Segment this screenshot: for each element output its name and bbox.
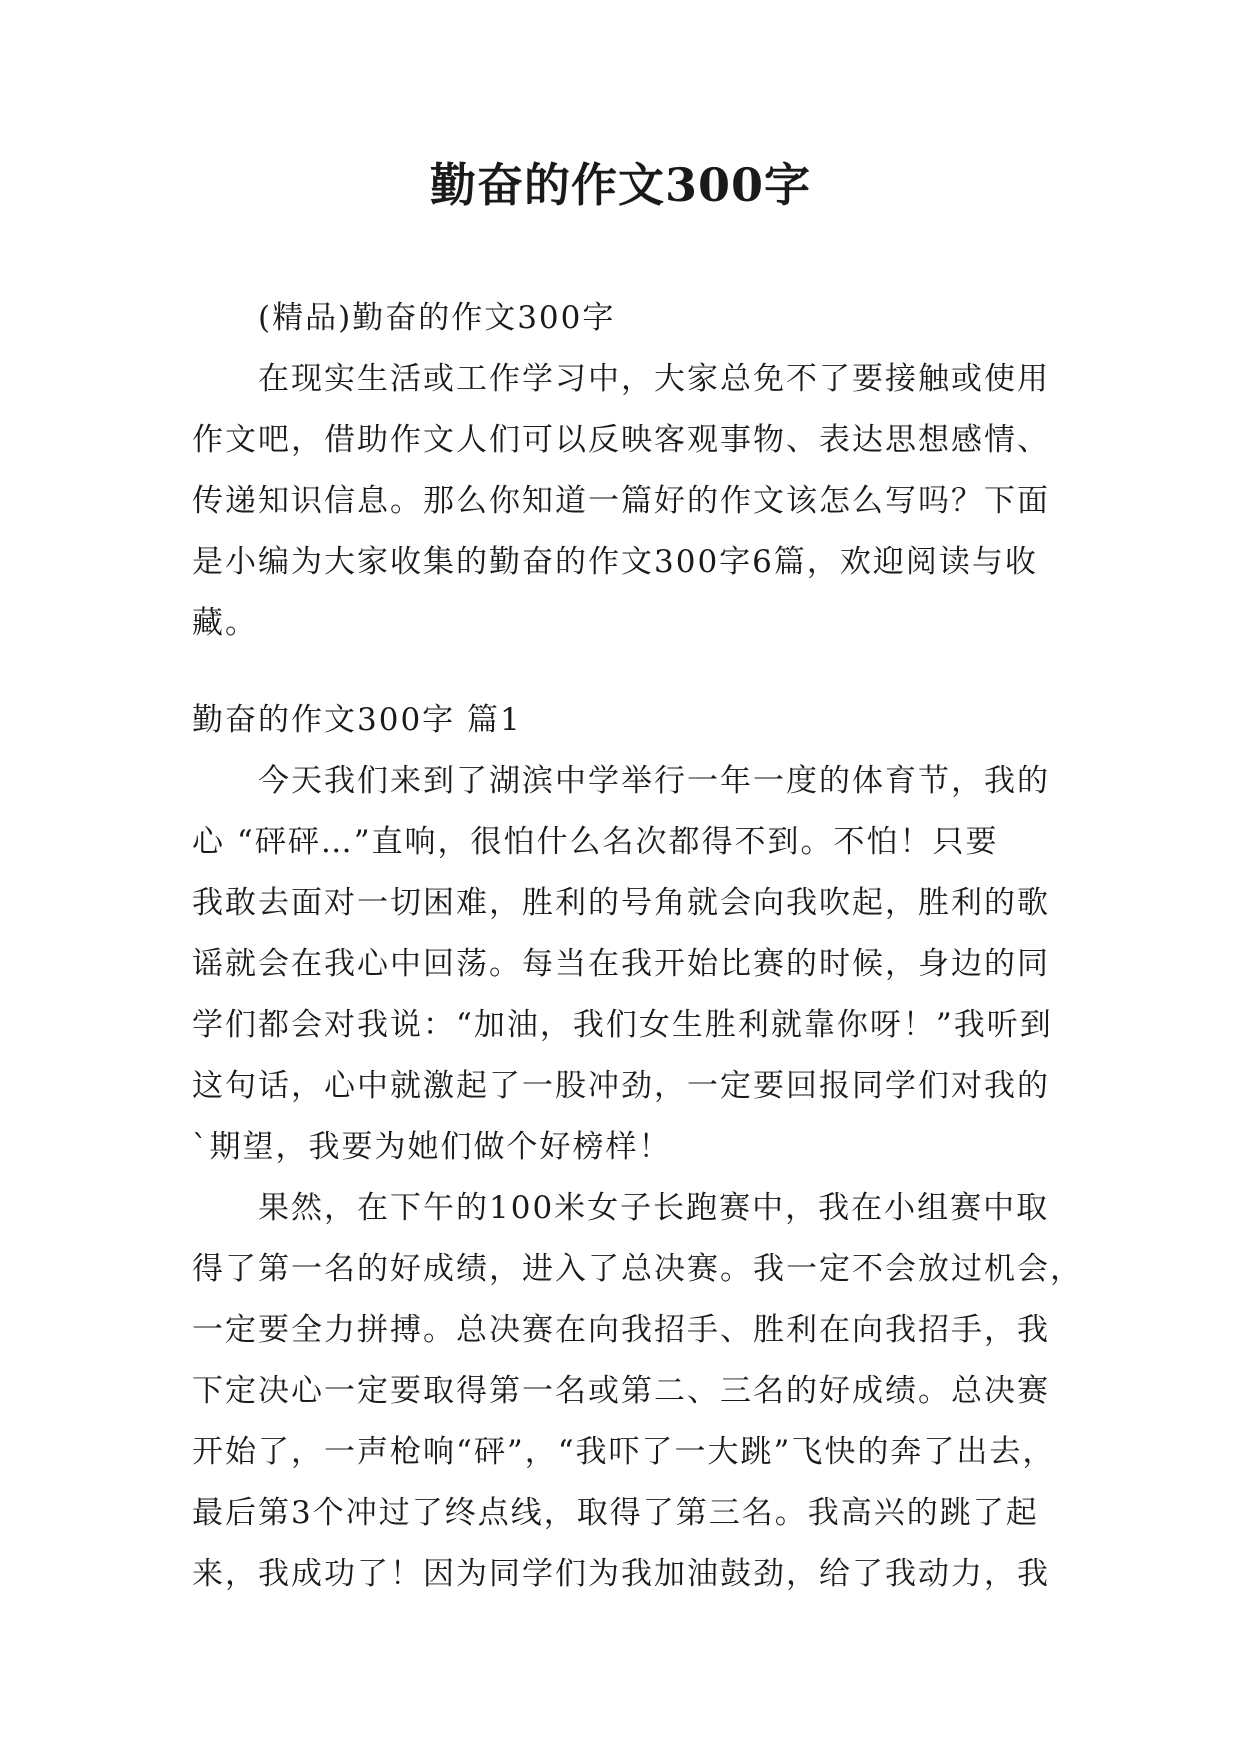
intro-line: 藏。 [192,605,258,641]
paragraph-line: 谣就会在我心中回荡。每当在我开始比赛的时候，身边的同 [192,946,1050,982]
intro-line: 作文吧，借助作文人们可以反映客观事物、表达思想感情、 [192,422,1050,458]
intro-subtitle: (精品)勤奋的作文300字 [258,300,616,336]
paragraph-line: 最后第3个冲过了终点线，取得了第三名。我高兴的跳了起 [192,1495,1039,1531]
paragraph-line: 学们都会对我说：“加油，我们女生胜利就靠你呀！”我听到 [192,1007,1053,1043]
intro-line: 传递知识信息。那么你知道一篇好的作文该怎么写吗？下面 [192,483,1050,519]
document-title: 勤奋的作文300字 [429,158,812,212]
paragraph-line: 这句话，心中就激起了一股冲劲，一定要回报同学们对我的 [192,1068,1050,1104]
paragraph-line: 果然，在下午的100米女子长跑赛中，我在小组赛中取 [258,1190,1050,1226]
paragraph-line: 开始了，一声枪响“砰”，“我吓了一大跳”飞快的奔了出去， [192,1434,1056,1470]
paragraph-line: 得了第一名的好成绩，进入了总决赛。我一定不会放过机会， [192,1251,1083,1287]
intro-line: 在现实生活或工作学习中，大家总免不了要接触或使用 [258,361,1050,397]
paragraph-line: 今天我们来到了湖滨中学举行一年一度的体育节，我的 [258,763,1050,799]
paragraph-line: 下定决心一定要取得第一名或第二、三名的好成绩。总决赛 [192,1373,1050,1409]
section-heading: 勤奋的作文300字 篇1 [192,702,522,738]
intro-section [192,288,1054,654]
paragraph-line: 我敢去面对一切困难，胜利的号角就会向我吹起，胜利的歌 [192,885,1050,921]
paragraph-line: 一定要全力拼搏。总决赛在向我招手、胜利在向我招手，我 [192,1312,1050,1348]
paragraph-line: 心 “砰砰…”直响，很怕什么名次都得不到。不怕！只要 [192,824,999,860]
intro-line: 是小编为大家收集的勤奋的作文300字6篇，欢迎阅读与收 [192,544,1038,580]
essay-section-1 [192,690,1083,1605]
paragraph-line: `期望，我要为她们做个好榜样！ [192,1129,672,1165]
paragraph-line: 来，我成功了！因为同学们为我加油鼓劲，给了我动力，我 [192,1556,1050,1592]
